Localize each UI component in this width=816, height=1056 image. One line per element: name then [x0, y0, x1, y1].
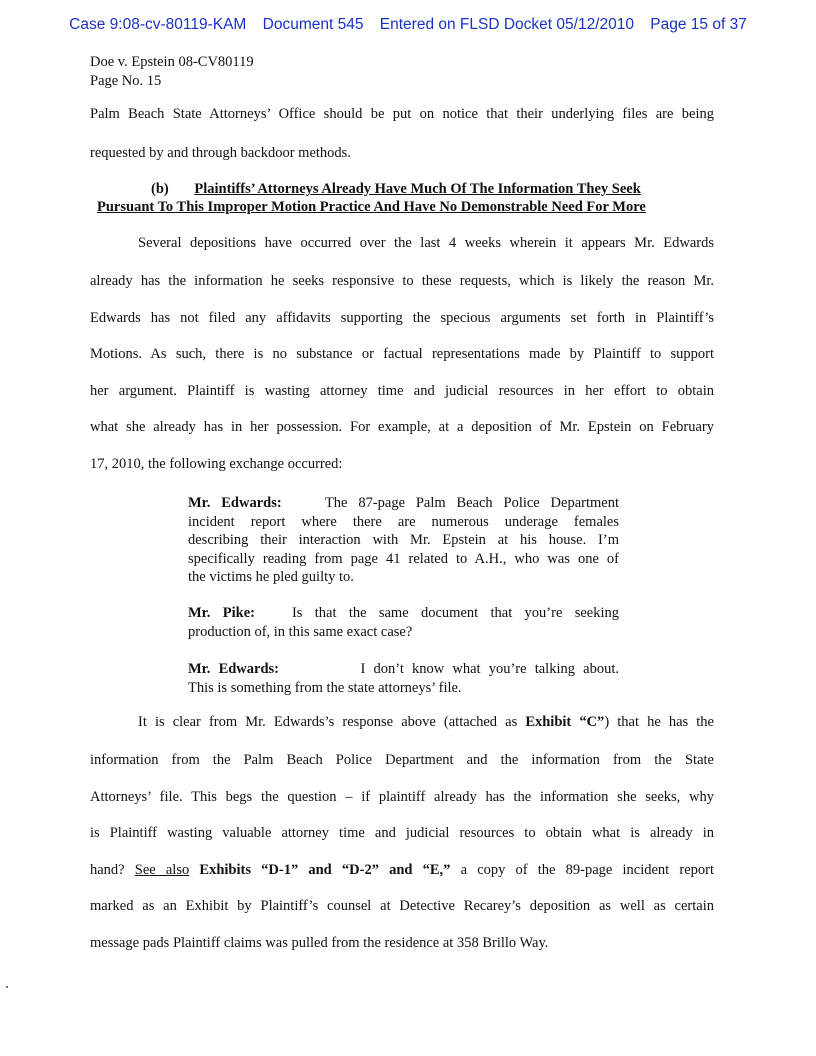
text-run: hand?	[90, 862, 135, 878]
scan-speck	[6, 986, 8, 988]
paragraph-line: 17, 2010, the following exchange occurred:	[90, 456, 343, 472]
paragraph-line: Attorneys’ file. This begs the question – if plaintiff already has the information she seeks, why	[90, 789, 714, 805]
quote-line: This is something from the state attorneys’ file.	[188, 679, 462, 696]
text-run: It is clear from Mr. Edwards’s response above (attached as	[138, 714, 526, 730]
paragraph-line: Palm Beach State Attorneys’ Office should be put on notice that their underlying files are being	[90, 106, 714, 122]
paragraph-line: requested by and through backdoor methods.	[90, 145, 351, 161]
quote-line: specifically reading from page 41 related to A.H., who was one of	[188, 550, 619, 567]
section-heading-line-1: Plaintiffs’ Attorneys Already Have Much Of The Information They Seek	[194, 181, 641, 197]
exhibit-reference: Exhibit “C”	[525, 714, 605, 730]
quote-line: The 87-page Palm Beach Police Department	[324, 495, 620, 511]
speaker-label: Mr. Pike:	[188, 605, 255, 621]
paragraph-line: what she already has in her possession. For example, at a deposition of Mr. Epstein on February	[90, 419, 714, 435]
paragraph-line: information from the Palm Beach Police Department and the information from the State	[90, 752, 714, 768]
section-heading-line-2: Pursuant To This Improper Motion Practice And Have No Demonstrable Need For More	[97, 199, 646, 215]
case-number: Case 9:08-cv-80119-KAM	[69, 16, 247, 33]
paragraph-line	[90, 714, 714, 731]
paragraph-line: already has the information he seeks responsive to these requests, which is likely the reason Mr.	[90, 273, 714, 289]
deposition-exchange-2	[188, 604, 619, 641]
paragraph-line: Motions. As such, there is no substance or factual representations made by Plaintiff to support	[90, 346, 714, 362]
page-number: Page No. 15	[90, 73, 162, 89]
paragraph-line: her argument. Plaintiff is wasting attorney time and judicial resources in her effort to obtain	[90, 383, 714, 399]
document-number: Document 545	[262, 16, 364, 33]
quote-line: incident report where there are numerous underage females	[188, 513, 619, 530]
deposition-exchange-1	[188, 494, 619, 587]
text-run	[189, 862, 199, 878]
section-label: (b)	[151, 181, 169, 197]
paragraph-line: message pads Plaintiff claims was pulled from the residence at 358 Brillo Way.	[90, 935, 549, 951]
quote-line: I don’t know what you’re talking about.	[360, 661, 619, 677]
quote-line: the victims he pled guilty to.	[188, 569, 354, 585]
section-heading	[151, 181, 641, 198]
deposition-exchange-3	[188, 660, 619, 697]
paragraph-line: Edwards has not filed any affidavits supporting the specious arguments set forth in Plaintiff’s	[90, 310, 714, 326]
text-run: ) that he has the	[604, 714, 714, 730]
quote-line: Is that the same document that you’re seeking	[291, 605, 620, 621]
paragraph-line: is Plaintiff wasting valuable attorney time and judicial resources to obtain what is already in	[90, 825, 714, 841]
docket-header	[0, 16, 816, 34]
page-count: Page 15 of 37	[650, 16, 747, 33]
text-run: a copy of the 89-page incident report	[450, 862, 714, 878]
citation-signal: See also	[134, 862, 190, 878]
paragraph-line: marked as an Exhibit by Plaintiff’s counsel at Detective Recarey’s deposition as well as certain	[90, 898, 714, 914]
quote-line: describing their interaction with Mr. Epstein at his house. I’m	[188, 532, 619, 548]
paragraph-line	[90, 862, 714, 879]
exhibit-reference: Exhibits “D-1” and “D-2” and “E,”	[199, 862, 451, 878]
paragraph-line: Several depositions have occurred over the last 4 weeks wherein it appears Mr. Edwards	[138, 235, 714, 251]
case-caption: Doe v. Epstein 08-CV80119	[90, 54, 254, 70]
speaker-label: Mr. Edwards:	[188, 495, 282, 511]
speaker-label: Mr. Edwards:	[188, 661, 279, 677]
docket-entry: Entered on FLSD Docket 05/12/2010	[379, 16, 634, 33]
quote-line: production of, in this same exact case?	[188, 623, 413, 640]
